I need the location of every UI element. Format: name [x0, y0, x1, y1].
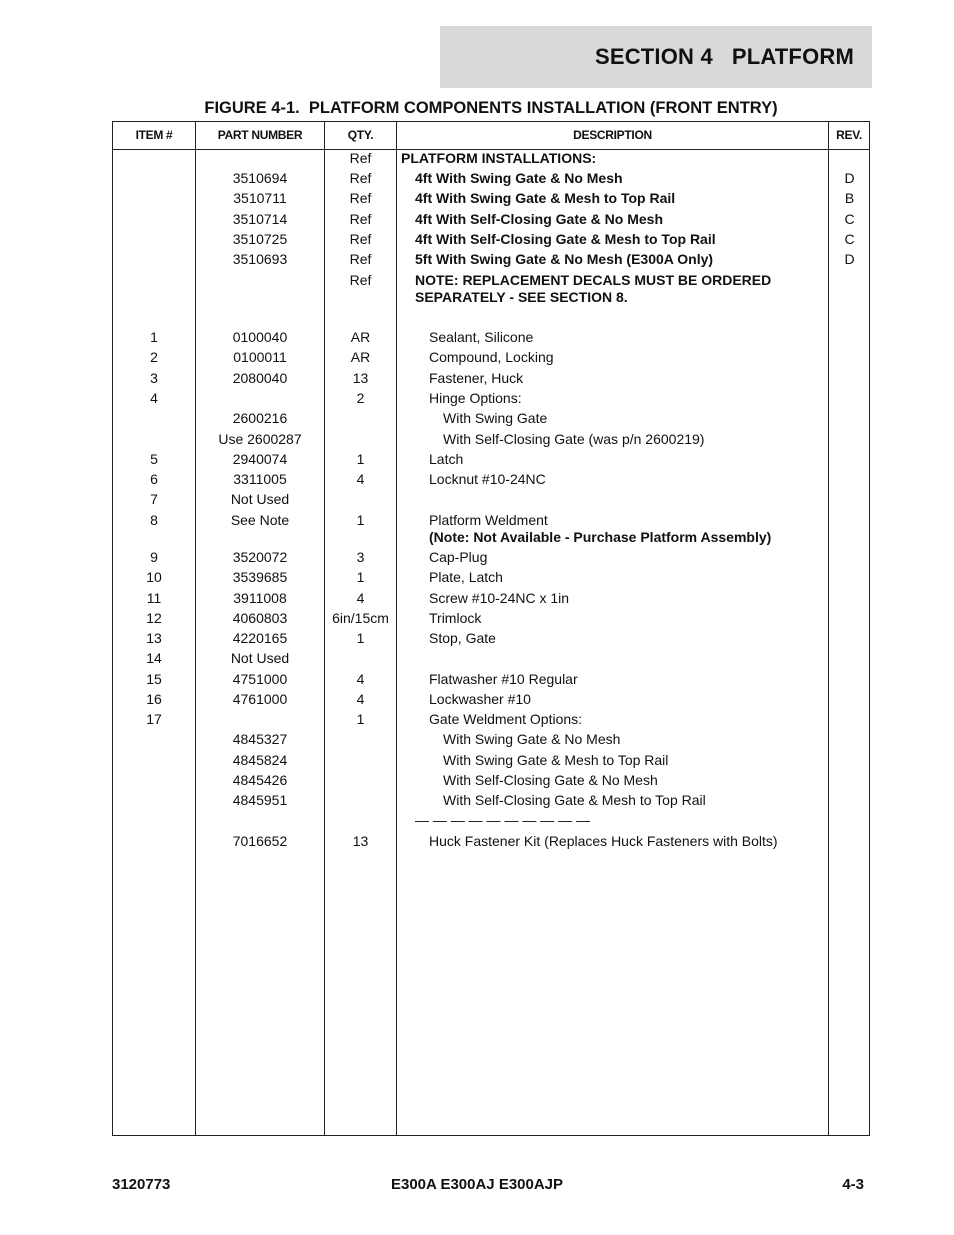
description: Locknut #10-24NC: [429, 471, 546, 487]
description: Gate Weldment Options:: [429, 711, 583, 727]
description: Compound, Locking: [429, 349, 554, 365]
header-item: ITEM #: [135, 128, 173, 142]
revision: C: [844, 211, 855, 227]
quantity: 3: [356, 549, 365, 565]
header-description: DESCRIPTION: [573, 128, 652, 142]
description: Hinge Options:: [429, 390, 522, 406]
part-number: 7016652: [232, 833, 288, 849]
part-number: Use 2600287: [218, 431, 302, 447]
quantity: 6in/15cm: [332, 610, 389, 626]
description: Fastener, Huck: [429, 370, 524, 386]
quantity: 1: [356, 630, 365, 646]
part-number: 0100011: [233, 349, 287, 365]
revision: C: [844, 231, 855, 247]
part-number: 4845327: [232, 731, 288, 747]
description: Trimlock: [429, 610, 482, 626]
item-number: 5: [150, 451, 158, 467]
quantity: 13: [352, 833, 369, 849]
part-number: 3539685: [232, 569, 288, 585]
header-part-number: PART NUMBER: [217, 128, 303, 142]
item-number: 4: [150, 390, 158, 406]
quantity: Ref: [349, 211, 372, 227]
description: Platform Weldment: [429, 512, 548, 528]
quantity: AR: [350, 329, 371, 345]
quantity: 4: [356, 691, 365, 707]
item-number: 7: [150, 491, 158, 507]
part-number: 4845426: [232, 772, 288, 788]
item-number: 14: [146, 650, 162, 666]
part-number: 3510714: [232, 211, 288, 227]
quantity: Ref: [349, 150, 372, 166]
description: With Swing Gate & No Mesh: [443, 731, 621, 747]
description: Latch: [429, 451, 464, 467]
item-number: 15: [146, 671, 162, 687]
item-number: 6: [150, 471, 158, 487]
item-number: 17: [146, 711, 162, 727]
quantity: 1: [356, 711, 365, 727]
quantity: 4: [356, 671, 365, 687]
description: 4ft With Swing Gate & Mesh to Top Rail: [415, 190, 676, 206]
description: With Self-Closing Gate & Mesh to Top Rail: [443, 792, 706, 808]
description: Flatwasher #10 Regular: [429, 671, 578, 687]
column-divider: [396, 122, 397, 1135]
quantity: 13: [352, 370, 369, 386]
quantity: Ref: [349, 272, 372, 288]
item-number: 10: [146, 569, 162, 585]
revision: B: [844, 190, 855, 206]
item-number: 2: [150, 349, 158, 365]
figure-title: FIGURE 4-1. PLATFORM COMPONENTS INSTALLATION (FRONT ENTRY): [204, 99, 778, 117]
item-number: 13: [146, 630, 162, 646]
quantity: 2: [356, 390, 365, 406]
part-number: 2080040: [232, 370, 288, 386]
part-number: Not Used: [230, 491, 290, 507]
quantity: 4: [356, 590, 365, 606]
part-number: 3510725: [232, 231, 288, 247]
item-number: 16: [146, 691, 162, 707]
description: Huck Fastener Kit (Replaces Huck Fasteners with Bolts): [429, 833, 778, 849]
description: 4ft With Self-Closing Gate & No Mesh: [415, 211, 663, 227]
quantity: AR: [350, 349, 371, 365]
part-number: 4060803: [232, 610, 288, 626]
quantity: Ref: [349, 251, 372, 267]
description: With Self-Closing Gate (was p/n 2600219): [443, 431, 705, 447]
description: 4ft With Self-Closing Gate & Mesh to Top Rail: [415, 231, 716, 247]
description: 5ft With Swing Gate & No Mesh (E300A Only): [415, 251, 714, 267]
footer-doc-number: 3120773: [112, 1176, 171, 1193]
header-qty: QTY.: [347, 128, 374, 142]
revision: D: [844, 170, 855, 186]
column-divider: [195, 122, 196, 1135]
quantity: 1: [356, 451, 365, 467]
description: Plate, Latch: [429, 569, 503, 585]
description: Sealant, Silicone: [429, 329, 534, 345]
part-number: 4845951: [232, 792, 288, 808]
parts-table: [112, 121, 870, 1136]
footer-page-number: 4-3: [842, 1176, 864, 1193]
description: NOTE: REPLACEMENT DECALS MUST BE ORDERED SEPARATELY - SEE SECTION 8.: [415, 272, 772, 305]
description: Lockwasher #10: [429, 691, 531, 707]
part-number: 4751000: [232, 671, 288, 687]
part-number: 2940074: [232, 451, 288, 467]
description: Screw #10-24NC x 1in: [429, 590, 570, 606]
item-number: 8: [150, 512, 158, 528]
item-number: 12: [146, 610, 162, 626]
part-number: 4220165: [232, 630, 288, 646]
quantity: Ref: [349, 231, 372, 247]
part-number: 3510694: [232, 170, 288, 186]
part-number: 3520072: [232, 549, 288, 565]
description: Cap-Plug: [429, 549, 488, 565]
revision: D: [844, 251, 855, 267]
part-number: 0100040: [232, 329, 288, 345]
quantity: 1: [356, 512, 365, 528]
item-number: 3: [150, 370, 158, 386]
part-number: 3510711: [233, 190, 287, 206]
quantity: Ref: [349, 170, 372, 186]
item-number: 9: [150, 549, 158, 565]
section-title: SECTION 4 PLATFORM: [594, 44, 854, 69]
item-number: 1: [150, 329, 158, 345]
quantity: 1: [356, 569, 365, 585]
section-header: [440, 26, 872, 88]
part-number: 2600216: [232, 410, 288, 426]
description: With Self-Closing Gate & No Mesh: [443, 772, 658, 788]
description: 4ft With Swing Gate & No Mesh: [415, 170, 623, 186]
item-number: 11: [146, 590, 162, 606]
description: PLATFORM INSTALLATIONS:: [401, 150, 597, 166]
part-number: 3911008: [233, 590, 287, 606]
part-number: 4845824: [232, 752, 288, 768]
description: With Swing Gate & Mesh to Top Rail: [443, 752, 669, 768]
header-rev: REV.: [836, 128, 862, 142]
part-number: See Note: [230, 512, 290, 528]
footer-models: E300A E300AJ E300AJP: [390, 1176, 564, 1193]
description: — — — — — — — — — —: [415, 812, 591, 828]
description-note: (Note: Not Available - Purchase Platform Assembly): [429, 529, 772, 545]
description: Stop, Gate: [429, 630, 496, 646]
part-number: 3510693: [232, 251, 288, 267]
part-number: 3311005: [233, 471, 287, 487]
description: With Swing Gate: [443, 410, 548, 426]
quantity: Ref: [349, 190, 372, 206]
part-number: Not Used: [230, 650, 290, 666]
part-number: 4761000: [232, 691, 288, 707]
quantity: 4: [356, 471, 365, 487]
